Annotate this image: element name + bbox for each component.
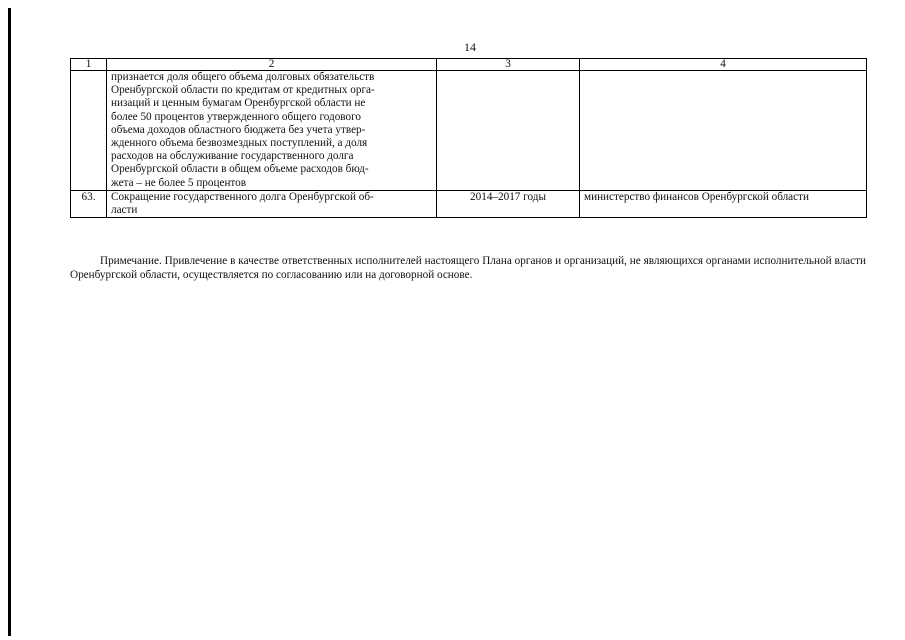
text-line: Оренбургской области по кредитам от кредитных орга- (111, 84, 375, 97)
row-period (437, 71, 580, 191)
page-number: 14 (464, 40, 476, 54)
table-row (71, 190, 867, 217)
text-line: расходов на обслуживание государственного долга (111, 150, 354, 163)
row-text (107, 190, 437, 217)
row-period: 2014–2017 годы (437, 190, 580, 217)
text-line: Оренбургской области в общем объеме расходов бюд- (111, 163, 369, 176)
text-line: признается доля общего объема долговых обязательств (111, 71, 375, 83)
text-line: более 50 процентов утвержденного общего годового (111, 110, 362, 123)
row-executor (580, 71, 867, 191)
row-text (107, 71, 437, 191)
table-row (71, 71, 867, 191)
text-line: ласти (111, 204, 138, 217)
text-line: Сокращение государственного долга Оренбургской об- (111, 190, 374, 203)
footnote: Примечание. Привлечение в качестве ответственных исполнителей настоящего Плана органов и организаций, не являющихся органами исполнительной власти Оренбургской области, осуществляется по согласованию или на договорной основе. (70, 255, 866, 281)
header-col-4: 4 (580, 59, 867, 71)
page-left-border (8, 8, 11, 636)
text-line: объема доходов областного бюджета без учета утвер- (111, 123, 366, 136)
header-col-1: 1 (71, 59, 107, 71)
table-header-row (71, 59, 867, 71)
text-line: низаций и ценным бумагам Оренбургской области не (111, 97, 366, 110)
row-executor: министерство финансов Оренбургской области (580, 190, 867, 217)
row-number (71, 71, 107, 191)
row-number: 63. (71, 190, 107, 217)
header-col-3: 3 (437, 59, 580, 71)
text-line: жета – не более 5 процентов (111, 176, 247, 189)
plan-table (70, 58, 867, 218)
header-col-2: 2 (107, 59, 437, 71)
text-line: жденного объема безвозмездных поступлений, а доля (111, 137, 368, 150)
